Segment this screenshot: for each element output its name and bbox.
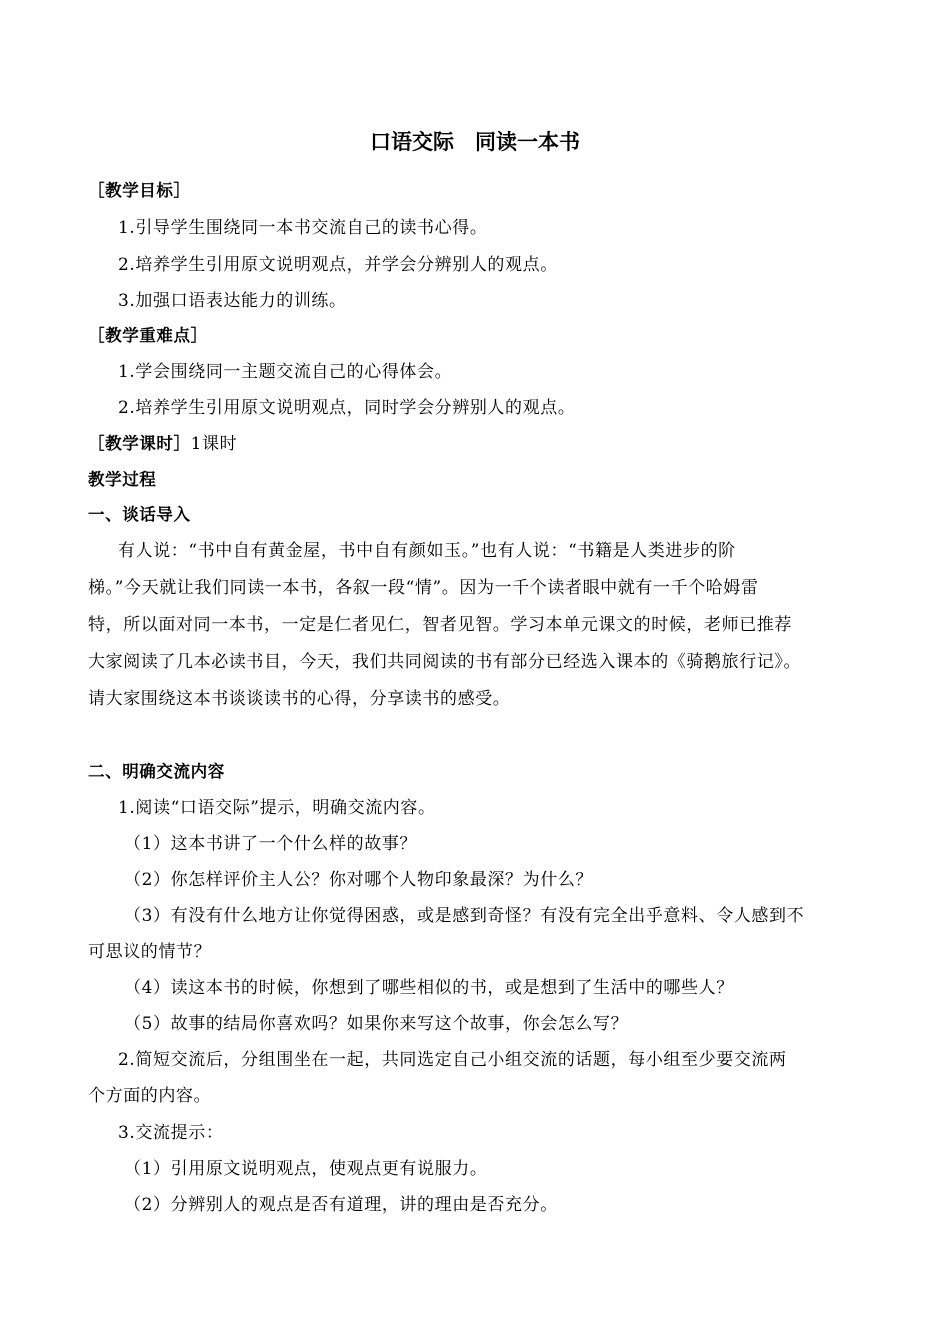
section2-item3: 3.交流提示： <box>118 1123 224 1143</box>
question-item: （2）你怎样评价主人公？你对哪个人物印象最深？为什么？ <box>124 870 594 890</box>
objective-item: 3.加强口语表达能力的训练。 <box>118 291 347 311</box>
objectives-heading: ［教学目标］ <box>88 181 191 200</box>
section2-heading: 二、明确交流内容 <box>88 762 225 781</box>
question-item-continuation: 可思议的情节？ <box>88 942 212 962</box>
question-item: （1）这本书讲了一个什么样的故事？ <box>124 834 418 854</box>
key-points-heading: ［教学重难点］ <box>88 326 208 345</box>
section2-item2-continuation: 个方面的内容。 <box>88 1086 212 1106</box>
tip-item: （2）分辨别人的观点是否有道理，讲的理由是否充分。 <box>124 1195 558 1215</box>
section1-heading: 一、谈话导入 <box>88 505 191 524</box>
tip-item: （1）引用原文说明观点，使观点更有说服力。 <box>124 1159 488 1179</box>
objective-item: 2.培养学生引用原文说明观点，并学会分辨别人的观点。 <box>118 255 558 275</box>
hours-line <box>88 432 237 456</box>
question-item: （5）故事的结局你喜欢吗？如果你来写这个故事，你会怎么写？ <box>124 1014 629 1034</box>
process-heading: 教学过程 <box>88 470 157 489</box>
section1-paragraph-line: 大家阅读了几本必读书目，今天，我们共同阅读的书有部分已经选入课本的《骑鹅旅行记》。 <box>88 652 802 672</box>
key-point-item: 1.学会围绕同一主题交流自己的心得体会。 <box>118 362 453 382</box>
question-item: （4）读这本书的时候，你想到了哪些相似的书，或是想到了生活中的哪些人？ <box>124 978 734 998</box>
key-point-item: 2.培养学生引用原文说明观点，同时学会分辨别人的观点。 <box>118 398 576 418</box>
section1-paragraph-line: 请大家围绕这本书谈谈读书的心得，分享读书的感受。 <box>88 689 511 709</box>
hours-heading: ［教学课时］ <box>88 434 191 453</box>
objective-item: 1.引导学生围绕同一本书交流自己的读书心得。 <box>118 218 488 238</box>
section1-paragraph-line: 梯。”今天就让我们同读一本书，各叙一段“情”。因为一千个读者眼中就有一千个哈姆雷 <box>88 578 759 598</box>
section1-paragraph-line: 特，所以面对同一本书，一定是仁者见仁，智者见智。学习本单元课文的时候，老师已推荐 <box>88 615 792 635</box>
question-item: （3）有没有什么地方让你觉得困惑，或是感到奇怪？有没有完全出乎意料、令人感到不 <box>124 906 805 926</box>
section2-item1: 1.阅读“口语交际”提示，明确交流内容。 <box>118 798 436 818</box>
hours-value: 1课时 <box>190 434 238 454</box>
document-title: 口语交际 同读一本书 <box>370 130 580 154</box>
section1-paragraph-line: 有人说：“书中自有黄金屋，书中自有颜如玉。”也有人说：“书籍是人类进步的阶 <box>118 541 736 561</box>
section2-item2: 2.简短交流后，分组围坐在一起，共同选定自己小组交流的话题，每小组至少要交流两 <box>118 1050 787 1070</box>
